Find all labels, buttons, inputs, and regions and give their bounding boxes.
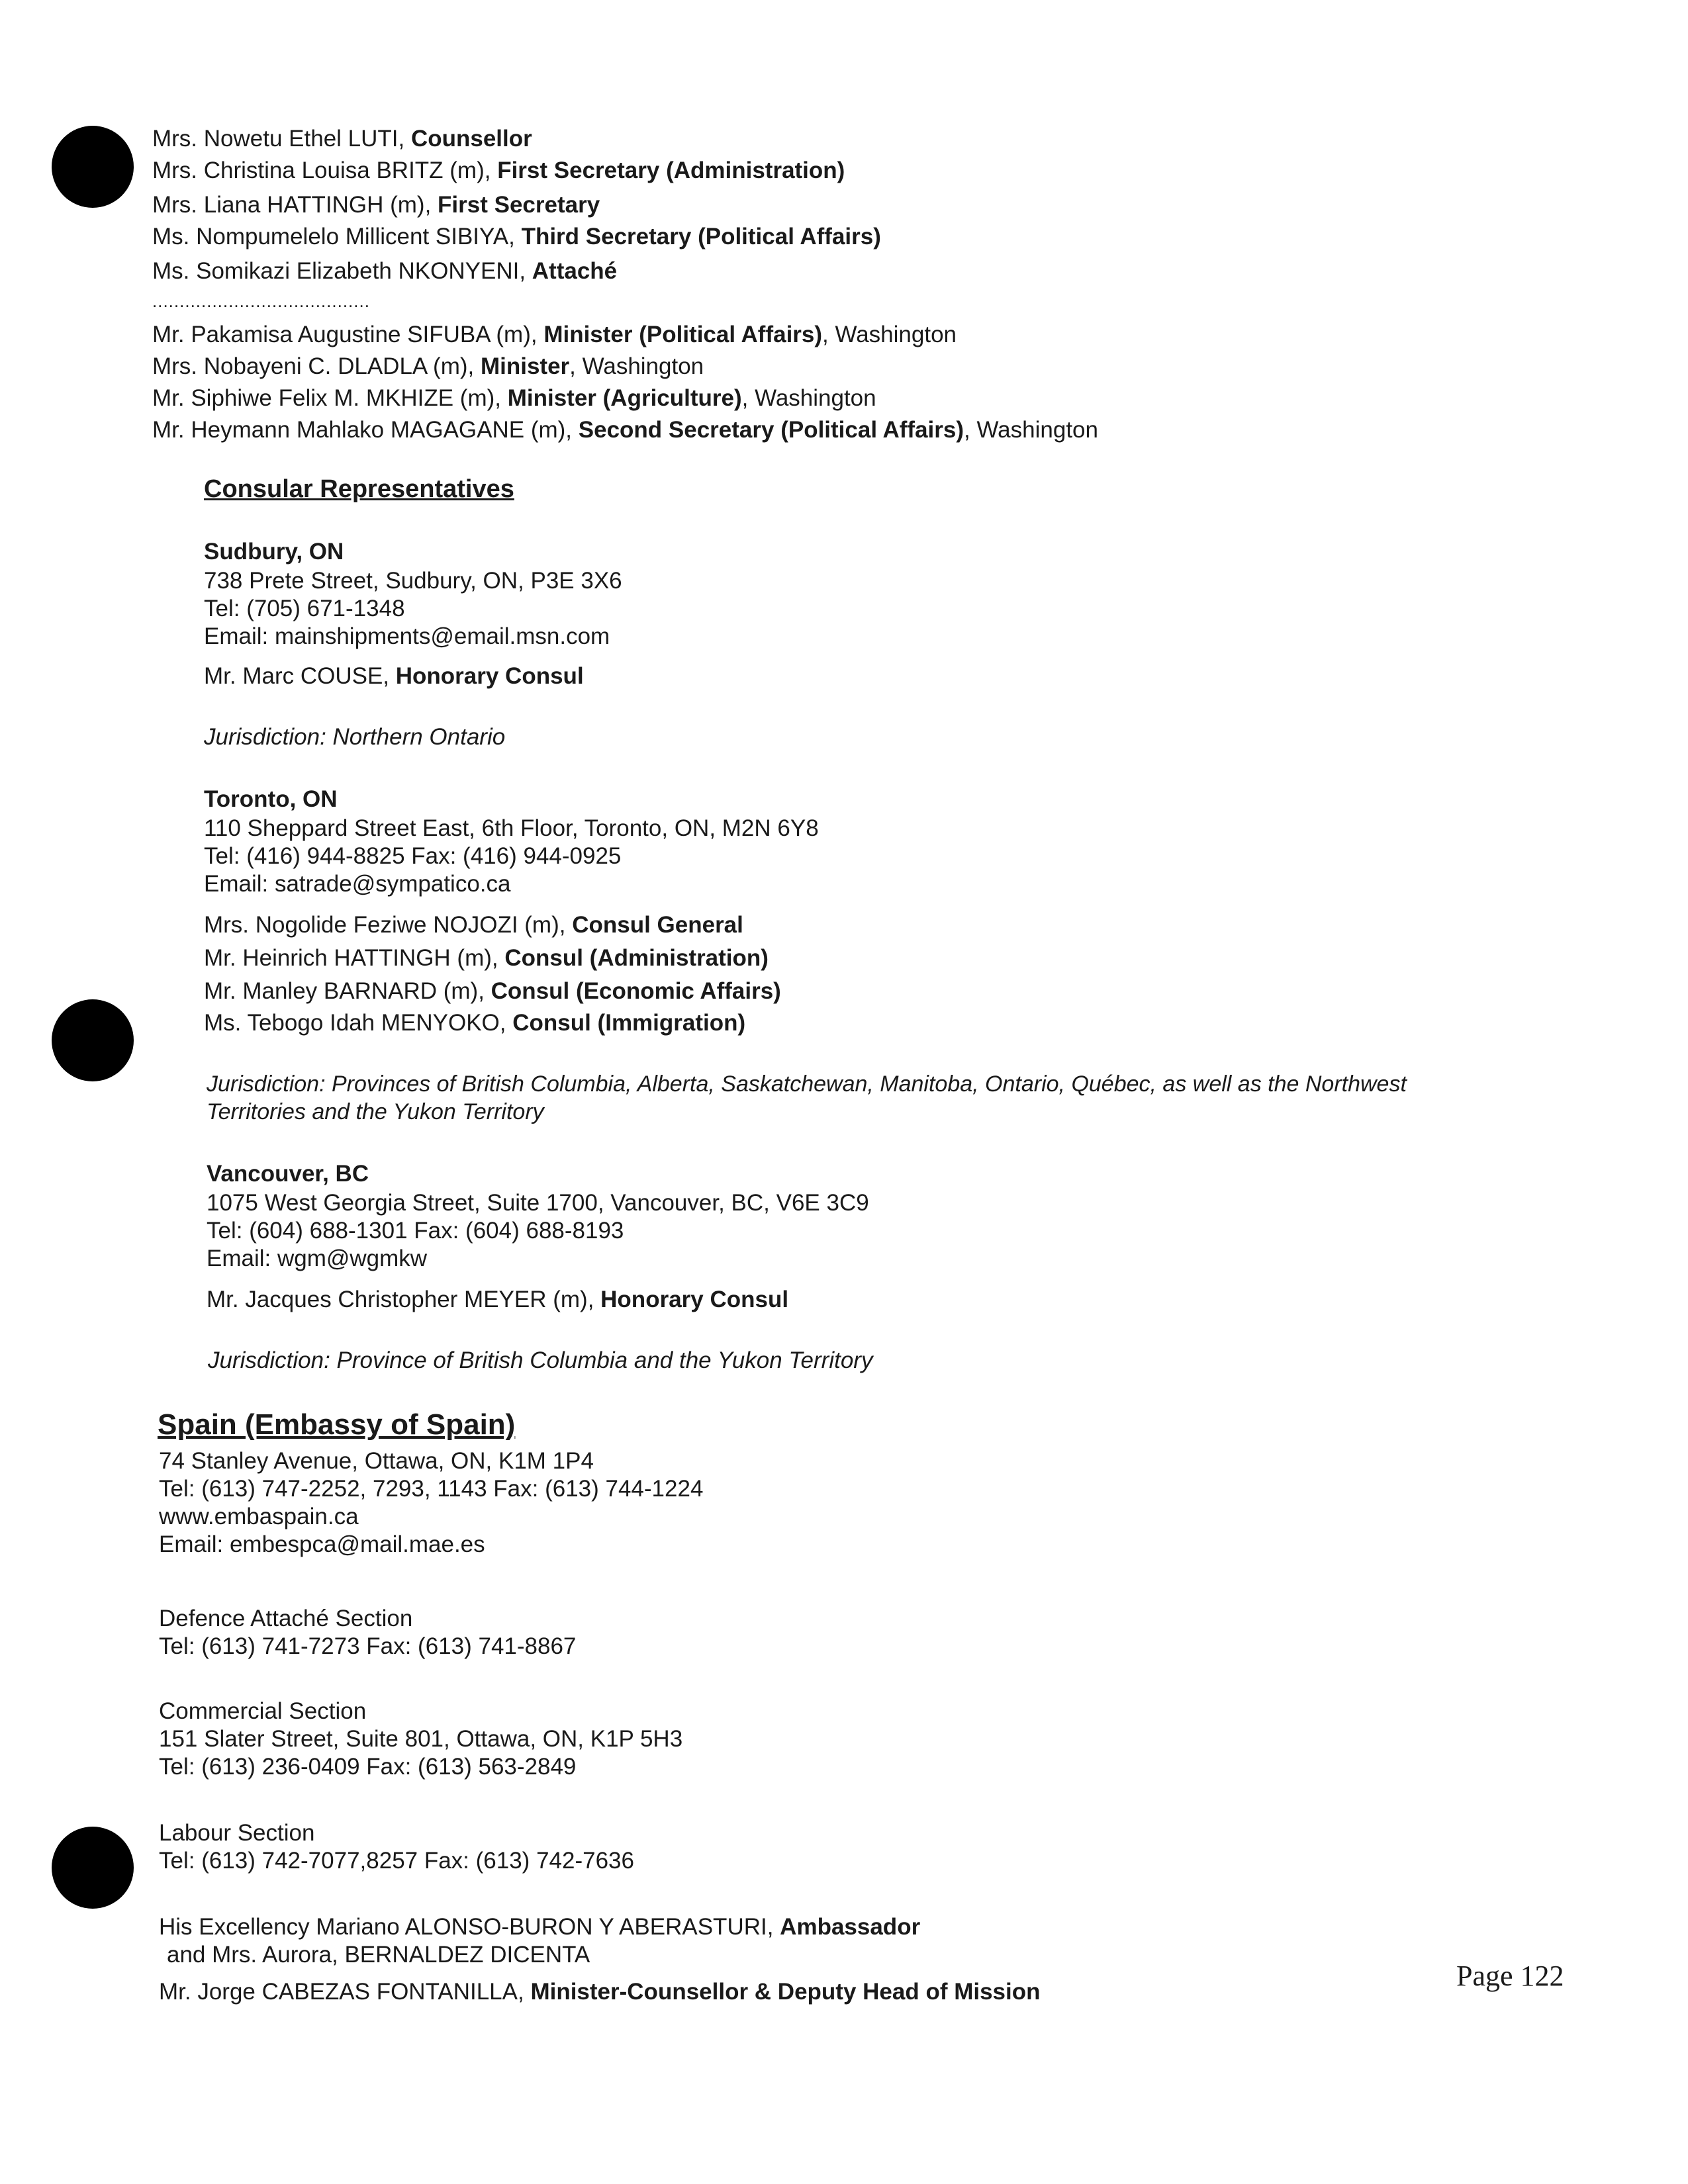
staff-location: , Washington [741,385,876,411]
punch-hole-bottom [52,1827,134,1909]
consul-title: Consul (Administration) [504,945,769,971]
consulate-email: Email: wgm@wgmkw [207,1246,428,1271]
staff-line [152,416,1098,445]
consulate-phone: Tel: (705) 671-1348 [204,596,405,621]
punch-hole-top [52,126,134,208]
staff-line [152,222,881,251]
consul-title: Honorary Consul [600,1287,789,1312]
consul-title: Consul (Economic Affairs) [491,978,781,1004]
consul-line [204,911,743,940]
staff-title: Attaché [532,258,618,284]
consul-name: Mr. Jacques Christopher MEYER (m), [207,1287,601,1312]
staff-name: Mrs. Nowetu Ethel LUTI, [152,126,411,152]
staff-title: Second Secretary (Political Affairs) [578,417,964,443]
staff-line [152,320,957,349]
staff-title: Third Secretary (Political Affairs) [521,224,881,250]
staff-line [152,257,617,286]
deputy-title: Minister-Counsellor & Deputy Head of Mission [530,1979,1041,2005]
ambassador-name: His Excellency Mariano ALONSO-BURON Y ABERASTURI, [159,1914,780,1940]
consul-line [207,1285,788,1314]
staff-name: Ms. Nompumelelo Millicent SIBIYA, [152,224,522,250]
punch-hole-middle [52,999,134,1081]
embassy-phone: Tel: (613) 747-2252, 7293, 1143 Fax: (613) 744-1224 [159,1476,704,1502]
consulate-address: 738 Prete Street, Sudbury, ON, P3E 3X6 [204,568,622,594]
jurisdiction-note: Jurisdiction: Northern Ontario [204,724,506,750]
consulate-city: Toronto, ON [204,786,338,812]
staff-line [152,124,532,154]
staff-line [152,191,600,220]
consulate-address: 1075 West Georgia Street, Suite 1700, Vancouver, BC, V6E 3C9 [207,1190,869,1216]
section-phone: Tel: (613) 741-7273 Fax: (613) 741-8867 [159,1633,577,1659]
jurisdiction-note: Jurisdiction: Province of British Columbia and the Yukon Territory [208,1347,873,1373]
staff-name: Ms. Somikazi Elizabeth NKONYENI, [152,258,532,284]
section-phone: Tel: (613) 236-0409 Fax: (613) 563-2849 [159,1754,577,1780]
consul-line [204,1009,745,1038]
jurisdiction-note: Jurisdiction: Provinces of British Columbia, Alberta, Saskatchewan, Manitoba, Ontario, Québec, as well as the Northwest [207,1071,1407,1097]
staff-name: Mr. Pakamisa Augustine SIFUBA (m), [152,322,544,347]
staff-location: , Washington [964,417,1098,443]
consul-title: Consul General [572,912,743,938]
embassy-address: 74 Stanley Avenue, Ottawa, ON, K1M 1P4 [159,1448,594,1474]
dotted-separator: ........................................ [152,291,370,311]
staff-title: Minister [480,353,570,379]
staff-title: Minister (Political Affairs) [543,322,823,347]
staff-line [152,156,845,185]
consulate-city: Sudbury, ON [204,539,344,565]
page-number: Page 122 [1456,1960,1564,1992]
jurisdiction-note-continued: Territories and the Yukon Territory [207,1099,544,1124]
consulate-address: 110 Sheppard Street East, 6th Floor, Toronto, ON, M2N 6Y8 [204,815,819,841]
staff-title: First Secretary [438,192,600,218]
consul-name: Mrs. Nogolide Feziwe NOJOZI (m), [204,912,573,938]
consul-line [204,662,584,691]
ambassador-spouse: and Mrs. Aurora, BERNALDEZ DICENTA [167,1942,590,1968]
staff-name: Mrs. Nobayeni C. DLADLA (m), [152,353,481,379]
consulate-phone: Tel: (416) 944-8825 Fax: (416) 944-0925 [204,843,622,869]
consular-heading: Consular Representatives [204,475,514,503]
consul-title: Honorary Consul [395,663,584,689]
deputy-line [159,1978,1041,2007]
ambassador-line [159,1913,920,1942]
consul-name: Ms. Tebogo Idah MENYOKO, [204,1010,513,1036]
staff-line [152,384,876,413]
section-label: Commercial Section [159,1698,367,1724]
consul-name: Mr. Manley BARNARD (m), [204,978,491,1004]
staff-location: , Washington [569,353,704,379]
consul-name: Mr. Heinrich HATTINGH (m), [204,945,505,971]
section-phone: Tel: (613) 742-7077,8257 Fax: (613) 742-7636 [159,1848,634,1874]
consul-title: Consul (Immigration) [512,1010,746,1036]
section-address: 151 Slater Street, Suite 801, Ottawa, ON, K1P 5H3 [159,1726,683,1752]
consul-line [204,944,769,973]
staff-name: Mrs. Christina Louisa BRITZ (m), [152,158,498,183]
consulate-city: Vancouver, BC [207,1161,369,1187]
ambassador-title: Ambassador [780,1914,921,1940]
country-heading: Spain (Embassy of Spain) [158,1408,516,1441]
staff-location: , Washington [822,322,957,347]
staff-name: Mr. Heymann Mahlako MAGAGANE (m), [152,417,579,443]
staff-title: Counsellor [410,126,532,152]
embassy-email: Email: embespca@mail.mae.es [159,1531,485,1557]
consulate-phone: Tel: (604) 688-1301 Fax: (604) 688-8193 [207,1218,624,1244]
deputy-name: Mr. Jorge CABEZAS FONTANILLA, [159,1979,531,2005]
staff-title: First Secretary (Administration) [497,158,845,183]
staff-title: Minister (Agriculture) [507,385,742,411]
section-label: Labour Section [159,1820,315,1846]
consulate-email: Email: satrade@sympatico.ca [204,871,511,897]
consulate-email: Email: mainshipments@email.msn.com [204,623,610,649]
staff-name: Mrs. Liana HATTINGH (m), [152,192,438,218]
staff-line [152,352,704,381]
embassy-website: www.embaspain.ca [159,1504,359,1529]
staff-name: Mr. Siphiwe Felix M. MKHIZE (m), [152,385,508,411]
section-label: Defence Attaché Section [159,1606,413,1631]
consul-line [204,977,781,1006]
consul-name: Mr. Marc COUSE, [204,663,396,689]
